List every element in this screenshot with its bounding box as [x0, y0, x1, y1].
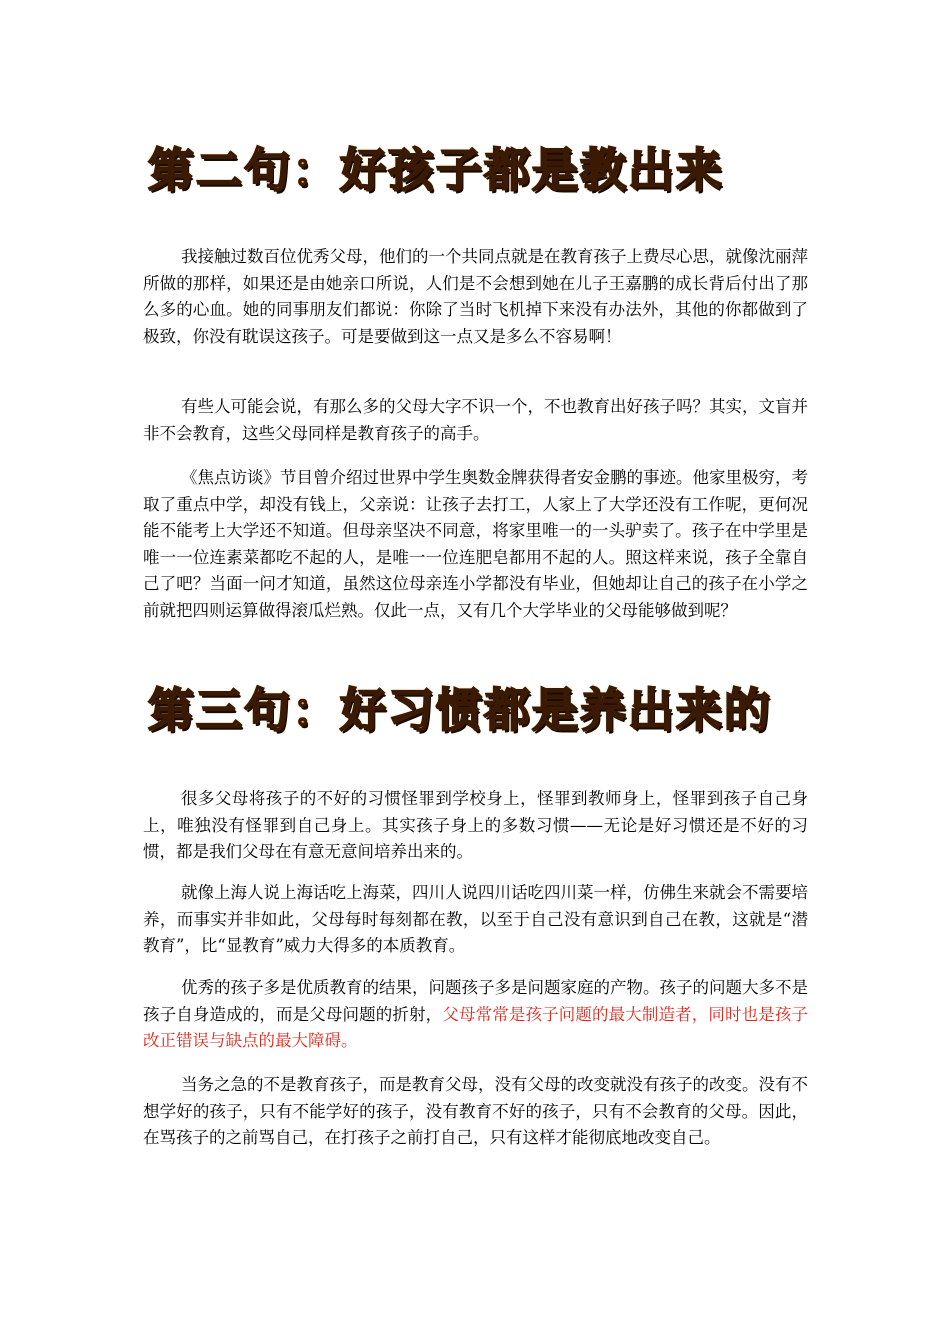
paragraph-4: 很多父母将孩子的不好的习惯怪罪到学校身上，怪罪到教师身上，怪罪到孩子自己身上，唯独没有怪罪到自己身上。其实孩子身上的多数习惯——无论是好习惯还是不好的习惯，都是我们父母在有意无意间培养出来的。	[143, 789, 808, 861]
paragraph-2: 有些人可能会说，有那么多的父母大字不识一个，不也教育出好孩子吗？其实，文盲并非不会教育，这些父母同样是教育孩子的高手。	[143, 397, 808, 443]
paragraph-7: 当务之急的不是教育孩子，而是教育父母，没有父母的改变就没有孩子的改变。没有不想学好的孩子，只有不能学好的孩子，没有教育不好的孩子，只有不会教育的父母。因此，在骂孩子的之前骂自己，在打孩子之前打自己，只有这样才能彻底地改变自己。	[143, 1075, 808, 1147]
paragraph-1: 我接触过数百位优秀父母，他们的一个共同点就是在教育孩子上费尽心思，就像沈丽萍所做的那样，如果还是由她亲口所说，人们是不会想到她在儿子王嘉鹏的成长背后付出了那么多的心血。她的同事朋友们都说：你除了当时飞机掉下来没有办法外，其他的你都做到了极致，你没有耽误这孩子。可是要做到这一点又是多么不容易啊！	[143, 247, 808, 346]
paragraph-3: 《焦点访谈》节目曾介绍过世界中学生奥数金牌获得者安金鹏的事迹。他家里极穷，考取了重点中学，却没有钱上，父亲说：让孩子去打工，人家上了大学还没有工作呢，更何况能不能考上大学还不知道。但母亲坚决不同意，将家里唯一的一头驴卖了。孩子在中学里是唯一一位连素菜都吃不起的人，是唯一一位连肥皂都用不起的人。照这样来说，孩子全靠自己了吧？当面一问才知道，虽然这位母亲连小学都没有毕业，但她却让自己的孩子在小学之前就把四则运算做得滚瓜烂熟。仅此一点，又有几个大学毕业的父母能够做到呢？	[143, 468, 808, 620]
section-heading-3: 第三句：好习惯都是养出来的	[148, 683, 772, 737]
section-heading-2: 第二句：好孩子都是教出来	[148, 143, 724, 197]
paragraph-6-normal-text: 优秀的孩子多是优质教育的结果，问题孩子多是问题家庭的产物。孩子的问题大多不是孩子自身造成的，而是父母问题的折射，	[143, 978, 808, 1024]
paragraph-6-highlight-text: 父母常常是孩子问题的最大制造者，同时也是孩子改正错误与缺点的最大障碍。	[143, 1004, 809, 1050]
paragraph-6	[143, 975, 808, 1055]
paragraph-5: 就像上海人说上海话吃上海菜，四川人说四川话吃四川菜一样，仿佛生来就会不需要培养，而事实并非如此，父母每时每刻都在教，以至于自己没有意识到自己在教，这就是“潜教育”，比“显教育”威力大得多的本质教育。	[143, 883, 808, 955]
